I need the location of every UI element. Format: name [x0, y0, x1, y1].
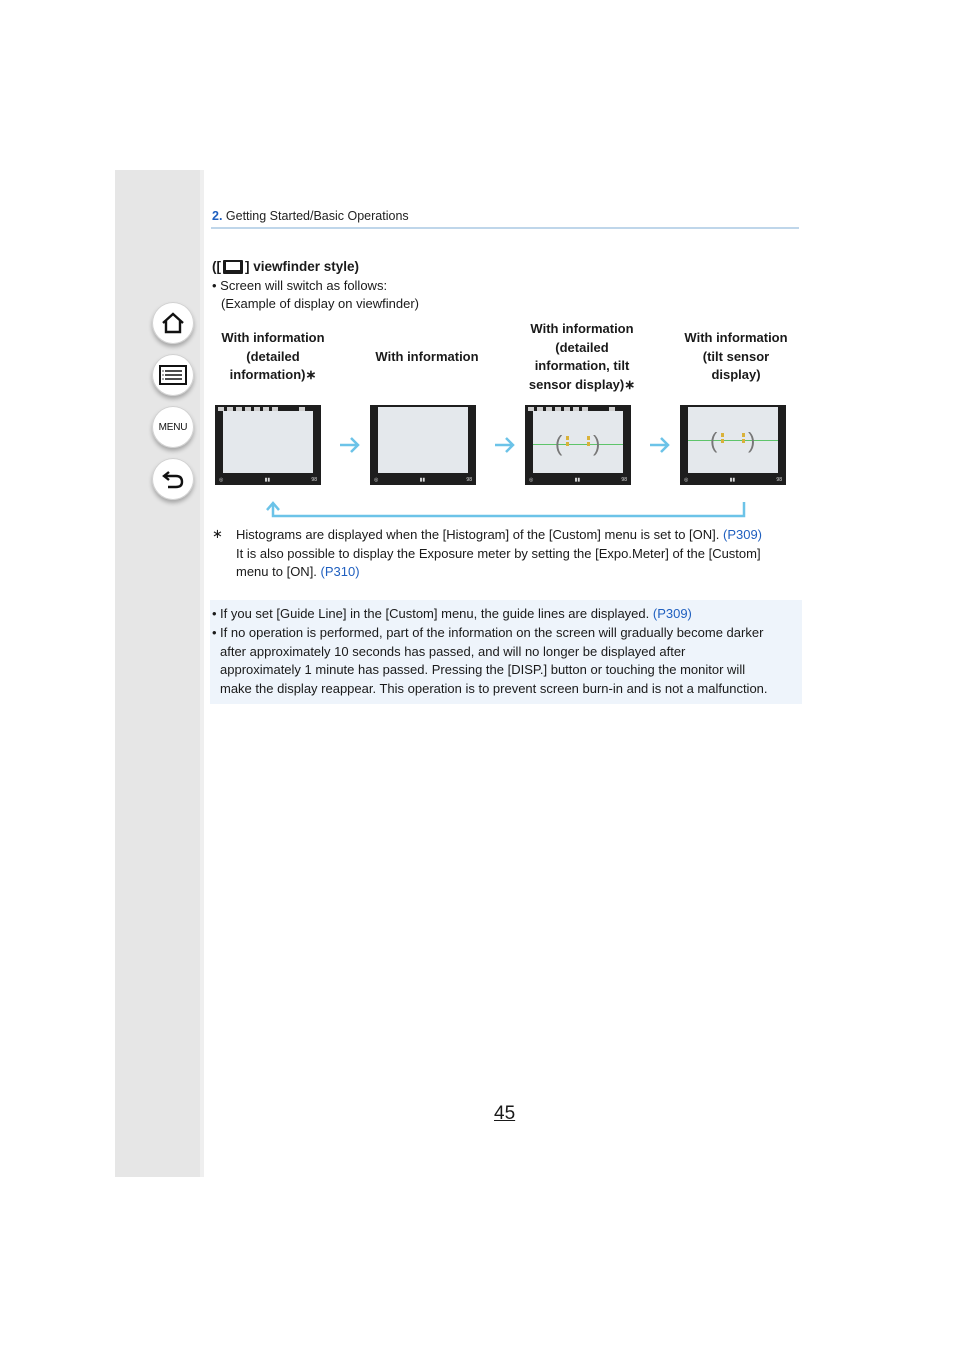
footnote	[236, 526, 801, 582]
bottom-info-bar: ◎ ▮▮ 98	[219, 477, 317, 483]
label-line: With information	[530, 321, 634, 336]
contents-button[interactable]	[152, 354, 194, 396]
tilt-marker	[742, 433, 745, 447]
list-icon	[159, 365, 187, 385]
return-arrow-icon	[264, 500, 748, 520]
column-label-2	[362, 348, 492, 367]
screen-area	[533, 411, 623, 473]
bullet: •	[212, 625, 217, 640]
bottom-info-bar: ◎ ▮▮ 98	[684, 477, 782, 483]
breadcrumb	[212, 209, 409, 223]
screen-area	[223, 411, 313, 473]
page-number: 45	[494, 1103, 516, 1124]
bullet: •	[212, 606, 217, 621]
arrow-right-icon	[338, 436, 362, 454]
menu-label: MENU	[158, 421, 188, 433]
note-line: after approximately 10 seconds has passed, and will no longer be displayed after	[220, 643, 686, 659]
screen-area	[688, 407, 778, 473]
label-line: (detailed	[246, 348, 300, 364]
arrow-right-icon	[648, 436, 672, 454]
label-line: With information	[221, 330, 325, 345]
tilt-bracket-right: )	[748, 428, 756, 453]
label-line: With information	[684, 330, 788, 345]
tilt-marker	[587, 436, 590, 450]
level-line	[533, 444, 623, 445]
bottom-info-bar: ◎ ▮▮ 98	[374, 477, 472, 483]
label-line: information, tilt	[534, 358, 630, 373]
note-text	[220, 605, 800, 624]
chapter-title: Getting Started/Basic Operations	[222, 209, 409, 223]
viewfinder-screen-info	[370, 405, 476, 485]
viewfinder-style-icon	[223, 260, 243, 274]
chapter-number: 2.	[212, 209, 223, 223]
column-label-4	[671, 329, 801, 385]
column-label-3	[517, 320, 647, 394]
tilt-marker	[566, 436, 569, 450]
back-arrow-icon	[160, 467, 186, 491]
level-line	[688, 440, 778, 441]
label-line: (tilt sensor	[702, 348, 770, 364]
back-button[interactable]	[152, 458, 194, 500]
footnote-line: It is also possible to display the Exposure meter by setting the [Expo.Meter] of the [Custom]	[236, 545, 761, 561]
note-line: approximately 1 minute has passed. Pressing the [DISP.] button or touching the monitor will	[220, 662, 746, 677]
footnote-mark: ∗	[212, 526, 223, 541]
footnote-line	[236, 526, 801, 545]
footnote-text: menu to [ON].	[236, 564, 321, 579]
tilt-marker	[721, 433, 724, 447]
note-line: make the display reappear. This operation is to prevent screen burn-in and is not a malfunction.	[220, 680, 768, 696]
section-title	[212, 259, 359, 274]
example-note: (Example of display on viewfinder)	[221, 296, 419, 311]
bottom-info-bar: ◎ ▮▮ 98	[529, 477, 627, 483]
label-line: sensor display)∗	[528, 376, 636, 392]
label-line: With information	[375, 349, 479, 364]
tilt-bracket-right: )	[593, 431, 601, 456]
note-display-dimming	[212, 624, 800, 698]
footnote-text: Histograms are displayed when the [Histogram] of the [Custom] menu is set to [ON].	[236, 527, 723, 542]
footnote-line	[236, 563, 801, 582]
viewfinder-screen-detailed	[215, 405, 321, 485]
screen-area	[378, 407, 468, 473]
link-p310[interactable]: (P310)	[320, 564, 360, 579]
menu-button[interactable]	[152, 406, 194, 448]
arrow-right-icon	[493, 436, 517, 454]
home-icon	[160, 311, 186, 335]
note-text	[220, 624, 800, 698]
note-line: If no operation is performed, part of the information on the screen will gradually become darker	[220, 625, 764, 640]
link-p309-guide[interactable]: (P309)	[652, 606, 692, 621]
label-line: (detailed	[555, 339, 609, 355]
title-suffix: ] viewfinder style)	[245, 259, 360, 274]
link-p309[interactable]: (P309)	[722, 527, 763, 542]
switch-bullet: • Screen will switch as follows:	[212, 278, 388, 293]
column-label-1	[208, 329, 338, 385]
home-button[interactable]	[152, 302, 194, 344]
title-prefix: ([	[212, 259, 221, 274]
sidebar-edge	[200, 170, 204, 1177]
header-rule	[211, 227, 799, 229]
note-guide-line	[212, 605, 800, 624]
viewfinder-screen-tilt	[680, 405, 786, 485]
note-text-main: If you set [Guide Line] in the [Custom] menu, the guide lines are displayed.	[220, 606, 653, 621]
label-line: display)	[711, 367, 761, 382]
label-line: information)∗	[229, 367, 317, 382]
viewfinder-screen-detailed-tilt	[525, 405, 631, 485]
tilt-bracket-left: (	[710, 428, 718, 453]
tilt-bracket-left: (	[555, 431, 563, 456]
